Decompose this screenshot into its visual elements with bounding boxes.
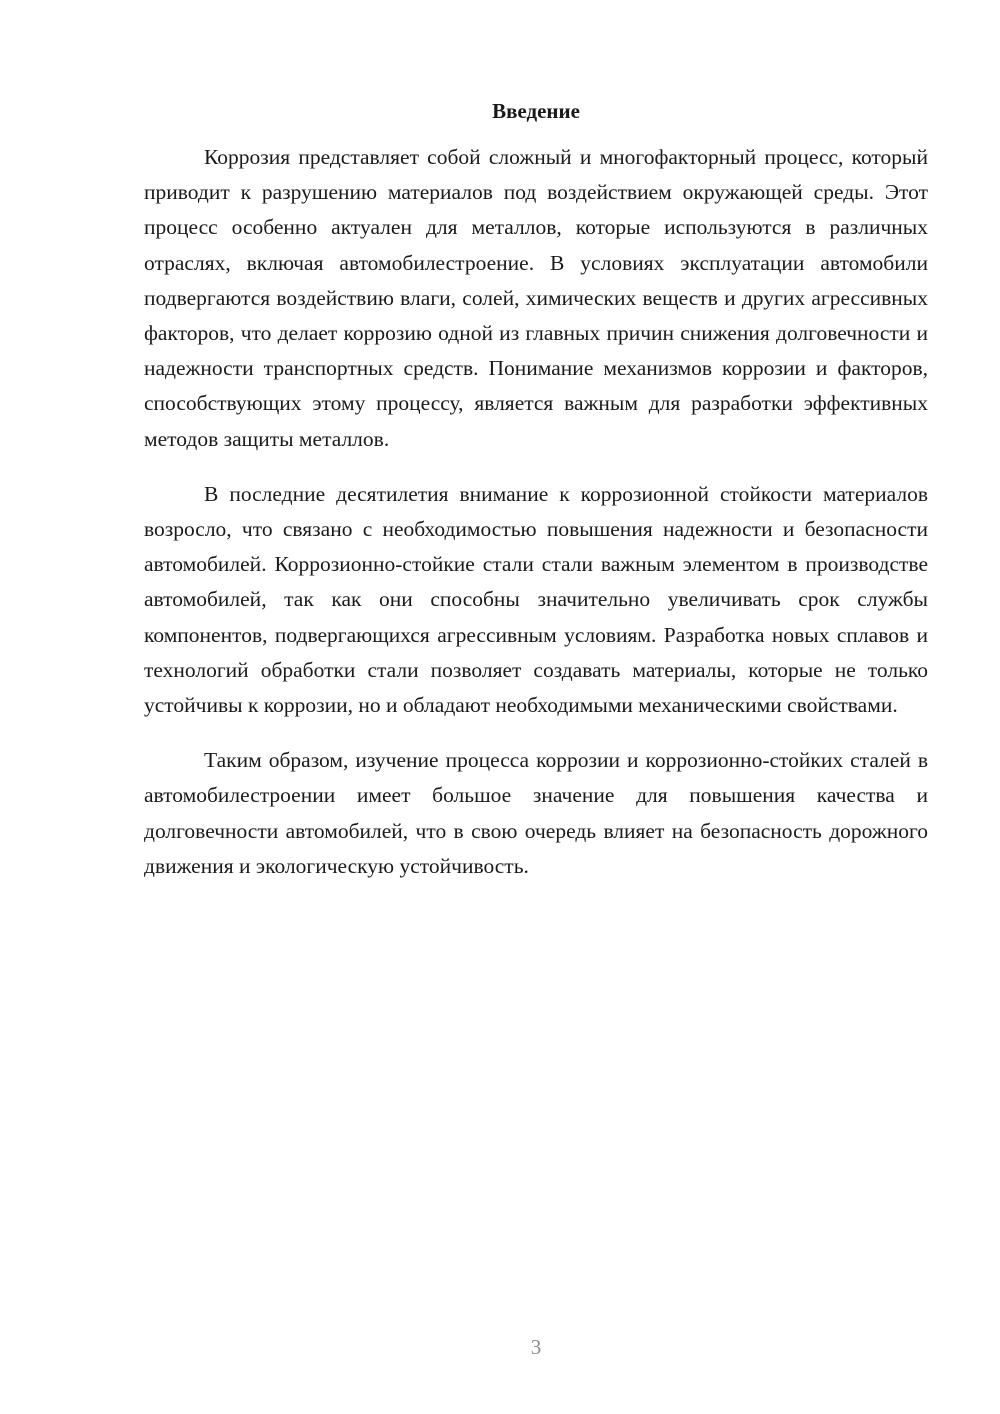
title-container	[144, 97, 928, 125]
paragraph-2: В последние десятилетия внимание к коррозионной стойкости материалов возросло, что связано с необходимостью повышения надежности и безопасности автомобилей. Коррозионно-стойкие стали стали важным элементом в производстве автомобилей, так как они способны значительно увеличивать срок службы компонентов, подвергающихся агрессивным условиям. Разработка новых сплавов и технологий обработки стали позволяет создавать материалы, которые не только устойчивы к коррозии, но и обладают необходимыми механическими свойствами.	[144, 481, 928, 718]
body-text	[144, 140, 928, 884]
page-title: Введение	[492, 99, 580, 123]
page-number: 3	[530, 1335, 542, 1359]
paragraph-1: Коррозия представляет собой сложный и многофакторный процесс, который приводит к разрушению материалов под воздействием окружающей среды. Этот процесс особенно актуален для металлов, которые используются в различных отраслях, включая автомобилестроение. В условиях эксплуатации автомобили подвергаются воздействию влаги, солей, химических веществ и других агрессивных факторов, что делает коррозию одной из главных причин снижения долговечности и надежности транспортных средств. Понимание механизмов коррозии и факторов, способствующих этому процессу, является важным для разработки эффективных методов защиты металлов.	[144, 145, 928, 451]
paragraph-3: Таким образом, изучение процесса коррозии и коррозионно-стойких сталей в автомобилестроении имеет большое значение для повышения качества и долговечности автомобилей, что в свою очередь влияет на безопасность дорожного движения и экологическую устойчивость.	[144, 748, 928, 878]
